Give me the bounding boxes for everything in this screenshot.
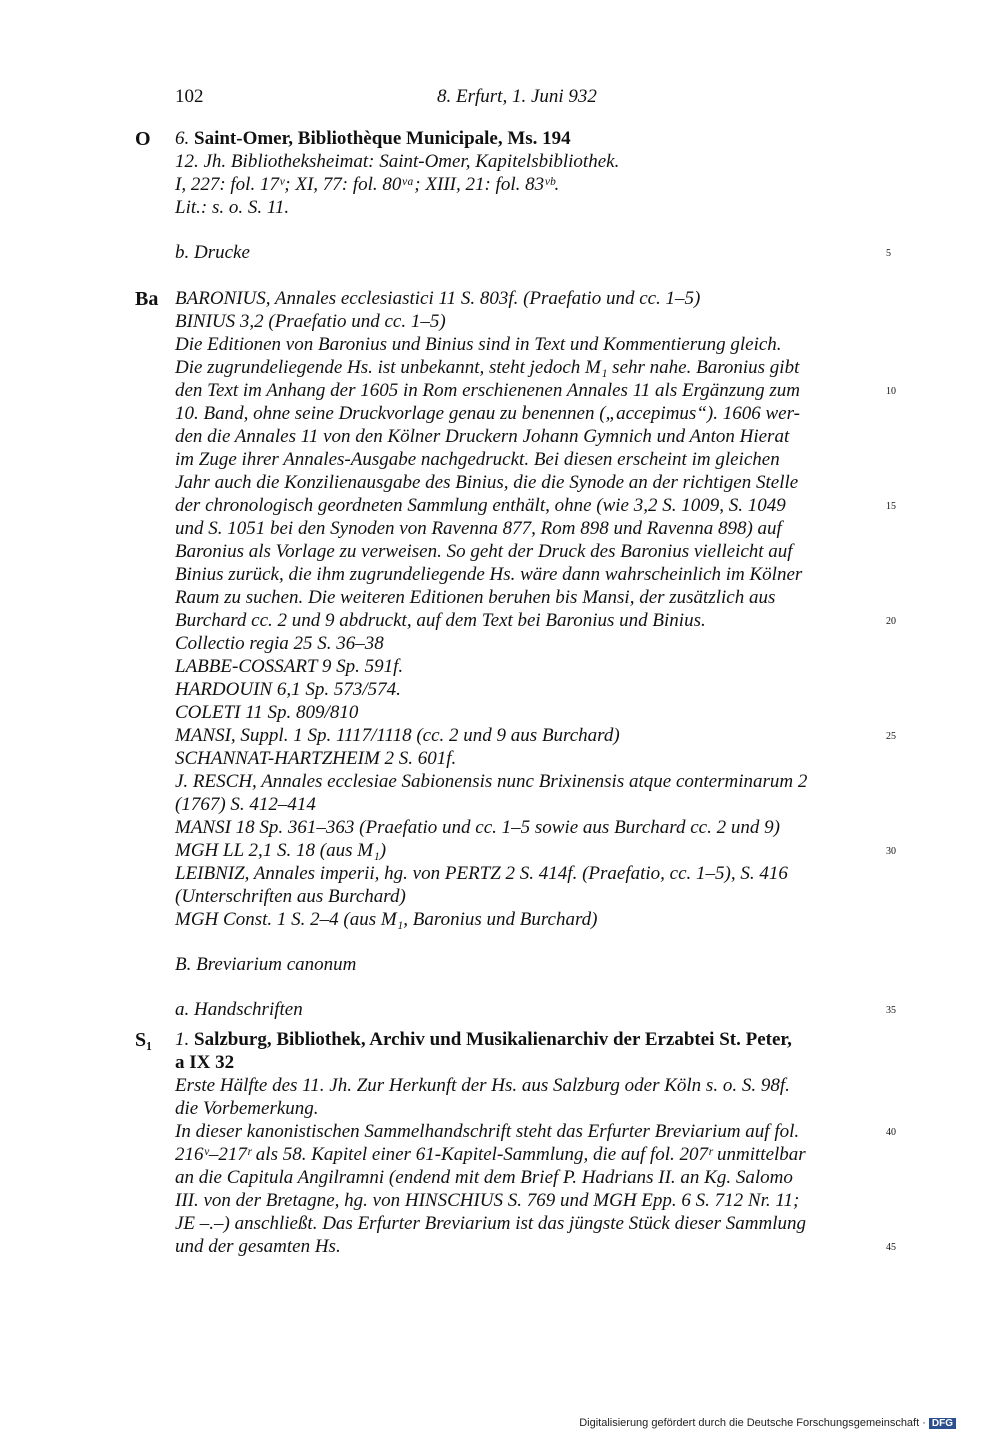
text-line <box>175 334 782 356</box>
text-line <box>175 288 700 310</box>
line-text: Die Editionen von Baronius und Binius sind in Text und Kommentierung gleich. <box>175 334 782 355</box>
text-line <box>175 128 571 150</box>
text-line <box>175 1075 790 1097</box>
text-line <box>175 1144 806 1166</box>
line-text: im Zuge ihrer Annales-Ausgabe nachgedruckt. Bei diesen erscheint im gleichen <box>175 449 780 470</box>
text-line <box>175 587 775 609</box>
text-line <box>175 151 619 173</box>
text-line <box>175 380 800 402</box>
text-line <box>175 1098 319 1120</box>
text-line <box>175 863 788 885</box>
line-text: den die Annales 11 von den Kölner Druckern Johann Gymnich und Anton Hierat <box>175 426 790 447</box>
line-text: an die Capitula Angilramni (endend mit dem Brief P. Hadrians II. an Kg. Salomo <box>175 1167 793 1188</box>
text-line <box>175 725 620 747</box>
footer-text: Digitalisierung gefördert durch die Deutsche Forschungsgemeinschaft · <box>579 1417 926 1429</box>
line-text: Lit.: s. o. S. 11. <box>175 197 290 218</box>
line-text: der chronologisch geordneten Sammlung enthält, ohne (wie 3,2 S. 1009, S. 1049 <box>175 495 786 516</box>
line-text: HARDOUIN 6,1 Sp. 573/574. <box>175 679 401 700</box>
line-text: J. RESCH, Annales ecclesiae Sabionensis nunc Brixinensis atque conterminarum 2 <box>175 771 808 792</box>
line-text: Burchard cc. 2 und 9 abdruckt, auf dem Text bei Baronius und Binius. <box>175 610 706 631</box>
line-text: Baronius als Vorlage zu verweisen. So geht der Druck des Baronius vielleicht auf <box>175 541 793 562</box>
text-line <box>175 656 403 678</box>
line-text: a. Handschriften <box>175 999 303 1020</box>
text-line <box>175 357 799 379</box>
line-text: MGH LL 2,1 S. 18 (aus M₁) <box>175 840 387 861</box>
line-number: 45 <box>886 1242 896 1253</box>
line-number: 20 <box>886 616 896 627</box>
line-text: (1767) S. 412–414 <box>175 794 316 815</box>
text-line <box>175 817 780 839</box>
line-text: COLETI 11 Sp. 809/810 <box>175 702 359 723</box>
line-number: 15 <box>886 501 896 512</box>
line-number: 25 <box>886 731 896 742</box>
text-line <box>175 403 800 425</box>
text-line <box>175 311 446 333</box>
running-title: 8. Erfurt, 1. Juni 932 <box>437 86 597 107</box>
line-text: Erste Hälfte des 11. Jh. Zur Herkunft der Hs. aus Salzburg oder Köln s. o. S. 98f. <box>175 1075 790 1096</box>
manuscript-heading: Salzburg, Bibliothek, Archiv und Musikalienarchiv der Erzabtei St. Peter, <box>194 1029 792 1050</box>
text-line <box>175 748 456 770</box>
line-text: Binius zurück, die ihm zugrundeliegende Hs. wäre dann wahrscheinlich im Kölner <box>175 564 803 585</box>
text-line <box>175 1121 799 1143</box>
text-line <box>175 954 356 976</box>
footer-credit <box>579 1417 956 1429</box>
text-line <box>175 495 786 517</box>
line-text: Jahr auch die Konzilienausgabe des Binius, die die Synode an der richtigen Stelle <box>175 472 799 493</box>
line-number: 30 <box>886 846 896 857</box>
text-line <box>175 909 597 931</box>
line-text: LEIBNIZ, Annales imperii, hg. von PERTZ 2 S. 414f. (Praefatio, cc. 1–5), S. 416 <box>175 863 788 884</box>
siglum: S₁ <box>135 1029 153 1051</box>
line-text: MANSI 18 Sp. 361–363 (Praefatio und cc. 1–5 sowie aus Burchard cc. 2 und 9) <box>175 817 780 838</box>
line-number: 5 <box>886 248 891 259</box>
siglum: Ba <box>135 288 159 310</box>
siglum: O <box>135 128 151 150</box>
line-text: In dieser kanonistischen Sammelhandschrift steht das Erfurter Breviarium auf fol. <box>175 1121 800 1142</box>
text-line <box>175 426 789 448</box>
text-line <box>175 771 807 793</box>
line-number: 40 <box>886 1127 896 1138</box>
text-line <box>175 633 384 655</box>
text-line <box>175 1190 799 1212</box>
line-text: JE –.–) anschließt. Das Erfurter Breviarium ist das jüngste Stück dieser Sammlung <box>175 1213 806 1234</box>
text-line <box>175 702 358 724</box>
page-number: 102 <box>175 86 204 107</box>
text-line <box>175 541 793 563</box>
text-line <box>175 679 401 701</box>
text-line <box>175 1236 341 1258</box>
line-text: III. von der Bretagne, hg. von HINSCHIUS S. 769 und MGH Epp. 6 S. 712 Nr. 11; <box>175 1190 800 1211</box>
line-text: den Text im Anhang der 1605 in Rom erschienenen Annales 11 als Ergänzung zum <box>175 380 801 401</box>
line-number: 35 <box>886 1005 896 1016</box>
line-text: LABBE-COSSART 9 Sp. 591f. <box>175 656 404 677</box>
dfg-logo: DFG <box>929 1418 956 1429</box>
text-line <box>175 840 386 862</box>
text-line <box>175 242 250 264</box>
line-text: I, 227: fol. 17ᵛ; XI, 77: fol. 80ᵛᵃ; XIII, 21: fol. 83ᵛᵇ. <box>175 174 560 195</box>
text-line <box>175 174 559 196</box>
manuscript-heading: a IX 32 <box>175 1052 235 1073</box>
line-text: 10. Band, ohne seine Druckvorlage genau zu benennen („accepimus“). 1606 wer- <box>175 403 800 424</box>
text-line <box>175 472 798 494</box>
text-line <box>175 1167 793 1189</box>
line-text: b. Drucke <box>175 242 250 263</box>
line-text: Raum zu suchen. Die weiteren Editionen beruhen bis Mansi, der zusätzlich aus <box>175 587 776 608</box>
line-text: BARONIUS, Annales ecclesiastici 11 S. 803f. (Praefatio und cc. 1–5) <box>175 288 701 309</box>
line-text: 6. <box>175 128 194 149</box>
manuscript-heading: Saint-Omer, Bibliothèque Municipale, Ms. 194 <box>194 128 571 149</box>
text-line <box>175 794 316 816</box>
text-line <box>175 197 289 219</box>
text-line <box>175 1213 806 1235</box>
text-line <box>175 1029 792 1051</box>
line-text: und der gesamten Hs. <box>175 1236 341 1257</box>
text-line <box>175 610 706 632</box>
text-line <box>175 999 303 1021</box>
line-text: SCHANNAT-HARTZHEIM 2 S. 601f. <box>175 748 457 769</box>
page-header <box>175 86 875 112</box>
line-text: und S. 1051 bei den Synoden von Ravenna 877, Rom 898 und Ravenna 898) auf <box>175 518 782 539</box>
line-text: B. Breviarium canonum <box>175 954 357 975</box>
line-text: (Unterschriften aus Burchard) <box>175 886 406 907</box>
line-text: BINIUS 3,2 (Praefatio und cc. 1–5) <box>175 311 446 332</box>
line-text: 216ᵛ–217ʳ als 58. Kapitel einer 61-Kapitel-Sammlung, die auf fol. 207ʳ unmittelbar <box>175 1144 806 1165</box>
line-text: 1. <box>175 1029 194 1050</box>
line-text: MANSI, Suppl. 1 Sp. 1117/1118 (cc. 2 und 9 aus Burchard) <box>175 725 620 746</box>
line-text: 12. Jh. Bibliotheksheimat: Saint-Omer, Kapitelsbibliothek. <box>175 151 620 172</box>
line-text: MGH Const. 1 S. 2–4 (aus M₁, Baronius und Burchard) <box>175 909 598 930</box>
line-text: die Vorbemerkung. <box>175 1098 319 1119</box>
line-number: 10 <box>886 386 896 397</box>
text-line <box>175 449 780 471</box>
text-line <box>175 1052 234 1074</box>
line-text: Die zugrundeliegende Hs. ist unbekannt, steht jedoch M₁ sehr nahe. Baronius gibt <box>175 357 800 378</box>
text-line <box>175 564 802 586</box>
line-text: Collectio regia 25 S. 36–38 <box>175 633 384 654</box>
text-line <box>175 518 782 540</box>
text-line <box>175 886 406 908</box>
